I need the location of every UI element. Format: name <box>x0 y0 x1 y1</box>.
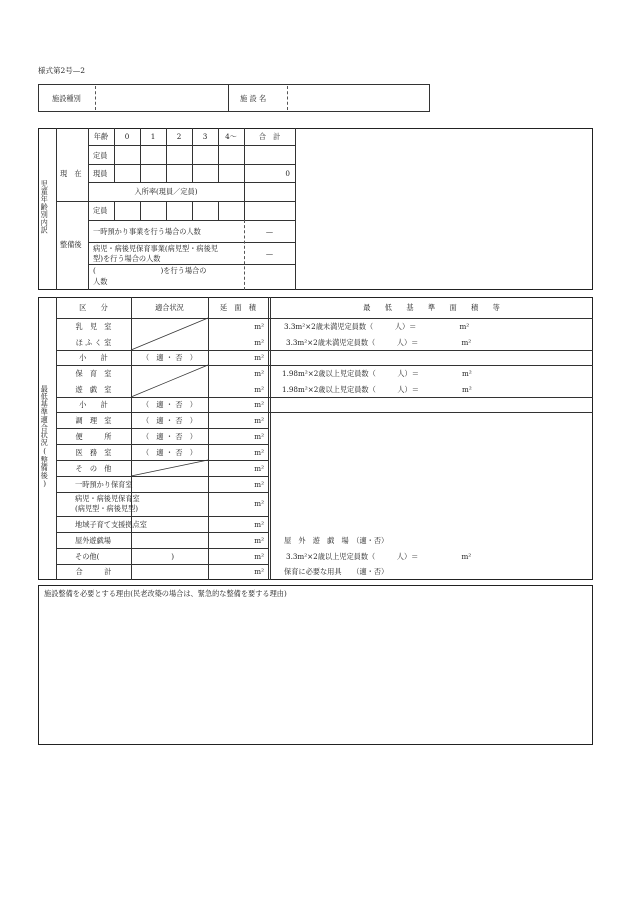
capacity-label: 定員 <box>93 151 108 160</box>
enrolled-total: 0 <box>285 169 290 178</box>
unit-mark: m² <box>254 464 264 473</box>
unit-mark: m² <box>254 520 264 529</box>
unit-mark: m² <box>254 567 264 576</box>
standard-other-2: 3.3m²×2歳以上児定員数（ 人）＝ m² <box>286 552 472 561</box>
sick-child-label-2: 型)を行う場合の人数 <box>93 254 161 263</box>
age-3: 3 <box>202 132 208 141</box>
row-temp-care-room: 一時預かり保育室 <box>75 480 133 489</box>
other-label-1: ( )を行う場合の <box>93 266 207 275</box>
facility-name-label: 施 設 名 <box>240 94 267 103</box>
min-standards-title: 最低基準適合状況(整備後) <box>40 385 50 489</box>
compliance-subtotal-2[interactable]: （ 適 ・ 否 ） <box>142 400 197 409</box>
unit-mark: m² <box>254 536 264 545</box>
age-2: 2 <box>176 132 182 141</box>
compliance-toilet[interactable]: （ 適 ・ 否 ） <box>142 432 197 441</box>
row-medical-room: 医 務 室 <box>75 448 112 457</box>
standard-play-room: 1.98m²×2歳以上児定員数（ 人）＝ m² <box>282 385 472 394</box>
unit-mark: m² <box>254 353 264 362</box>
sick-child-label-1: 病児・病後児保育事業(病児型・病後児 <box>93 244 218 253</box>
age-breakdown-title: 児童年齢別内訳 <box>40 180 50 234</box>
compliance-subtotal-1[interactable]: （ 適 ・ 否 ） <box>142 353 197 362</box>
compliance-kitchen[interactable]: （ 適 ・ 否 ） <box>142 416 197 425</box>
row-total: 合 計 <box>75 567 112 576</box>
unit-mark: m² <box>254 448 264 457</box>
age-0: 0 <box>124 132 130 141</box>
row-community-room: 地域子育て支援拠点室 <box>75 520 147 529</box>
standard-total: 保育に必要な用具 （適・否） <box>284 567 389 576</box>
row-subtotal-1: 小 計 <box>79 353 108 362</box>
unit-mark: m² <box>254 400 264 409</box>
row-outdoor-play: 屋外遊戯場 <box>75 536 111 545</box>
col-category: 区 分 <box>79 303 108 312</box>
facility-type-label: 施設種別 <box>52 94 81 103</box>
row-crawling-room: ほ ふ く 室 <box>75 338 112 347</box>
enrollment-ratio-label: 入所率(現員／定員) <box>134 187 198 196</box>
row-nursery-room: 保 育 室 <box>75 369 112 378</box>
col-compliance: 適合状況 <box>155 303 184 312</box>
row-play-room: 遊 戯 室 <box>75 385 112 394</box>
compliance-medical[interactable]: （ 適 ・ 否 ） <box>142 448 197 457</box>
standard-infant-room: 3.3m²×2歳未満児定員数（ 人）＝ m² <box>284 322 470 331</box>
temp-care-label: 一時預かり事業を行う場合の人数 <box>93 227 201 236</box>
reason-section[interactable] <box>38 585 593 745</box>
reason-title: 施設整備を必要とする理由(民老改築の場合は、緊急的な整備を要する理由) <box>44 589 287 598</box>
unit-mark: m² <box>254 499 264 508</box>
row-subtotal-2: 小 計 <box>79 400 108 409</box>
total-label: 合 計 <box>258 132 281 141</box>
unit-mark: m² <box>254 385 264 394</box>
unit-mark: m² <box>254 416 264 425</box>
row-infant-room: 乳 児 室 <box>75 322 112 331</box>
enrolled-label: 現員 <box>93 169 108 178</box>
unit-mark: m² <box>254 552 264 561</box>
after-capacity-label: 定員 <box>93 206 108 215</box>
standard-outdoor-play: 屋 外 遊 戯 場 （適・否） <box>284 536 389 545</box>
form-number: 様式第2号—2 <box>38 66 86 75</box>
unit-mark: m² <box>254 432 264 441</box>
age-1: 1 <box>150 132 156 141</box>
unit-mark: m² <box>254 480 264 489</box>
row-kitchen: 調 理 室 <box>75 416 112 425</box>
col-floor-area: 延 面 積 <box>220 303 256 312</box>
row-sick-child-room-sub: (病児型・病後児型) <box>75 504 139 513</box>
sick-child-value: — <box>265 249 274 258</box>
after-label: 整備後 <box>60 240 82 249</box>
unit-mark: m² <box>254 369 264 378</box>
standard-crawling-room: 3.3m²×2歳未満児定員数（ 人）＝ m² <box>286 338 472 347</box>
unit-mark: m² <box>254 322 264 331</box>
other-label-2: 人数 <box>93 277 108 286</box>
col-min-standard: 最 低 基 準 面 積 等 <box>363 303 500 312</box>
temp-care-value: — <box>265 227 274 236</box>
age-label: 年齢 <box>93 132 109 141</box>
current-label: 現 在 <box>60 169 82 178</box>
standard-nursery-room: 1.98m²×2歳以上児定員数（ 人）＝ m² <box>282 369 472 378</box>
row-other: そ の 他 <box>75 464 112 473</box>
unit-mark: m² <box>254 338 264 347</box>
row-other-2: その他( ) <box>75 552 175 561</box>
row-toilet: 便 所 <box>75 432 112 441</box>
row-sick-child-room: 病児・病後児保育室 <box>75 494 140 503</box>
age-4-plus: 4〜 <box>225 132 237 141</box>
